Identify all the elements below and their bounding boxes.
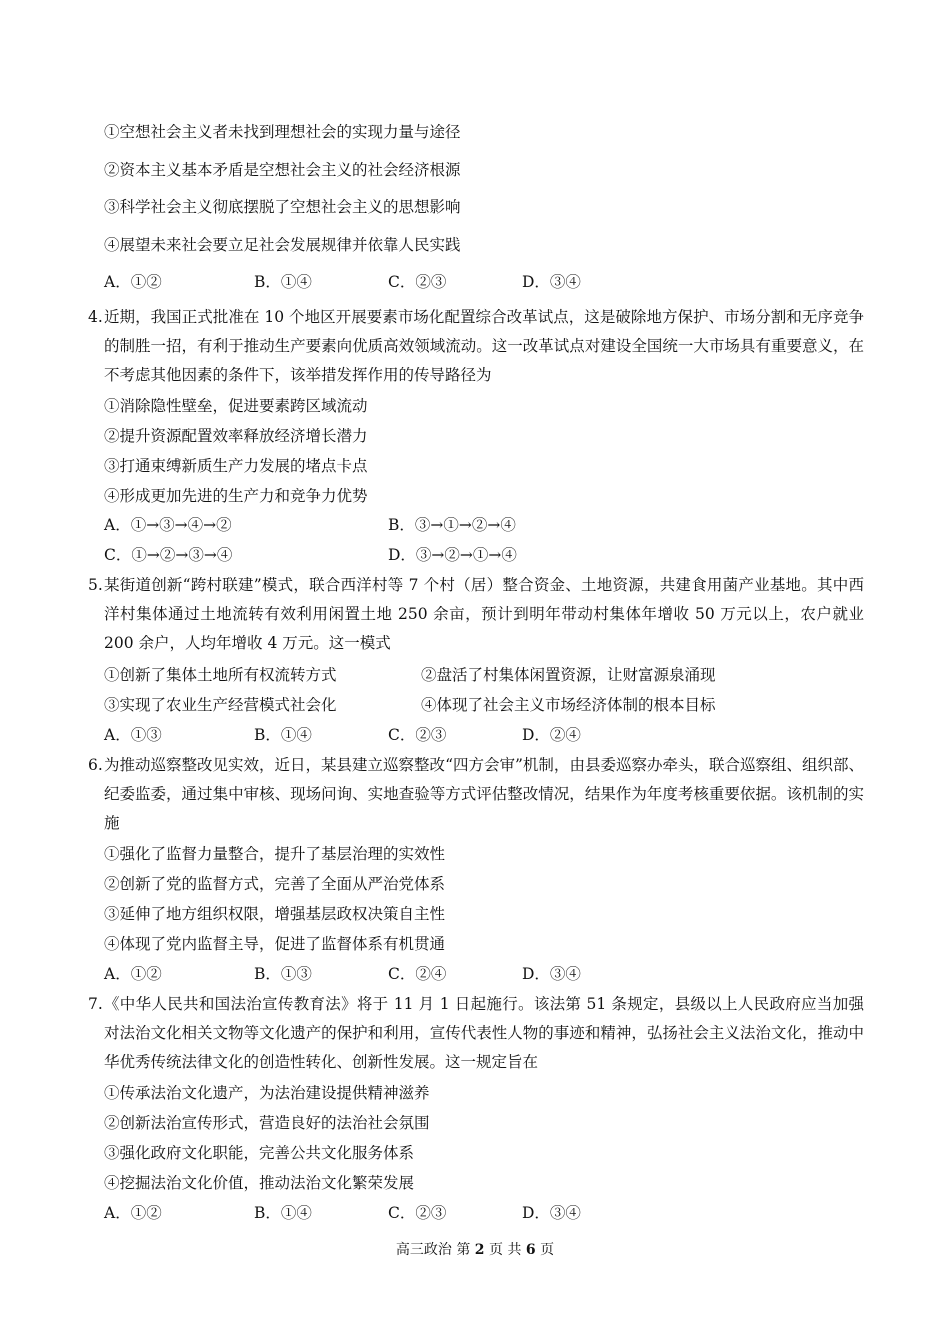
q6-item-2: ②创新了党的监督方式，完善了全面从严治党体系 [104,875,446,893]
q7-number: 7. [88,995,103,1013]
q4-item-2: ②提升资源配置效率释放经济增长潜力 [104,427,368,445]
q3-item-2: ②资本主义基本矛盾是空想社会主义的社会经济根源 [104,161,461,179]
page-footer [0,1240,950,1260]
q6-option-c: C．②④ [388,965,447,983]
q5-item-3: ③实现了农业生产经营模式社会化 [104,696,337,714]
q4-stem: 近期，我国正式批准在 10 个地区开展要素市场化配置综合改革试点，这是破除地方保护、市场分割和无序竞争的制胜一招，有利于推动生产要素向优质高效领域流动。这一改革试点对建设全国统一大市场具有重要意义，在不考虑其他因素的条件下，该举措发挥作用的传导路径为 [104,308,864,384]
q7-item-1: ①传承法治文化遗产，为法治建设提供精神滋养 [104,1084,430,1102]
q5-number: 5. [88,576,103,594]
q5-option-d: D．②④ [522,726,581,744]
q4-option-a: A．①→③→④→② [104,516,232,534]
q4-item-1: ①消除隐性壁垒，促进要素跨区域流动 [104,397,368,415]
q5-item-2: ②盘活了村集体闲置资源，让财富源泉涌现 [421,666,716,684]
q6-stem: 为推动巡察整改见实效，近日，某县建立巡察整改“四方会审”机制，由县委巡察办牵头，联合巡察组、组织部、纪委监委，通过集中审核、现场问询、实地查验等方式评估整改情况，结果作为年度考核重要依据。该机制的实施 [104,756,864,832]
q7-option-d: D．③④ [522,1204,581,1222]
q4-item-3: ③打通束缚新质生产力发展的堵点卡点 [104,457,368,475]
footer-prefix: 高三政治 第 [395,1242,475,1258]
q3-item-4: ④展望未来社会要立足社会发展规律并依靠人民实践 [104,236,461,254]
q3-option-c: C．②③ [388,273,447,291]
q7-option-a: A．①② [104,1204,162,1222]
q5-stem: 某街道创新“跨村联建”模式，联合西洋村等 7 个村（居）整合资金、土地资源，共建食用菌产业基地。其中西洋村集体通过土地流转有效利用闲置土地 250 余亩，预计到明年带动村集体年增收 50 万元以上，农户就业 200 余户，人均年增收 4 万元。这一模式 [104,576,864,652]
q6-item-1: ①强化了监督力量整合，提升了基层治理的实效性 [104,845,446,863]
q3-item-1: ①空想社会主义者未找到理想社会的实现力量与途径 [104,123,461,141]
q5-item-1: ①创新了集体土地所有权流转方式 [104,666,337,684]
footer-total-pages: 6 [525,1242,536,1258]
q6-option-a: A．①② [104,965,162,983]
q6-item-4: ④体现了党内监督主导，促进了监督体系有机贯通 [104,935,446,953]
q3-option-d: D．③④ [522,273,581,291]
q4-option-b: B．③→①→②→④ [388,516,516,534]
q7-option-b: B．①④ [254,1204,312,1222]
q6-option-d: D．③④ [522,965,581,983]
q5-option-b: B．①④ [254,726,312,744]
q3-option-b: B．①④ [254,273,312,291]
q7-item-4: ④挖掘法治文化价值，推动法治文化繁荣发展 [104,1174,415,1192]
q7-item-2: ②创新法治宣传形式，营造良好的法治社会氛围 [104,1114,430,1132]
q7-item-3: ③强化政府文化职能，完善公共文化服务体系 [104,1144,415,1162]
q6-option-b: B．①③ [254,965,312,983]
q3-item-3: ③科学社会主义彻底摆脱了空想社会主义的思想影响 [104,198,461,216]
q5-option-a: A．①③ [104,726,162,744]
q4-number: 4. [88,308,103,326]
q4-option-d: D．③→②→①→④ [388,546,517,564]
footer-suffix: 页 [535,1242,555,1258]
q4-option-c: C．①→②→③→④ [104,546,233,564]
q5-item-4: ④体现了社会主义市场经济体制的根本目标 [421,696,716,714]
q7-stem: 《中华人民共和国法治宣传教育法》将于 11 月 1 日起施行。该法第 51 条规定，县级以上人民政府应当加强对法治文化相关文物等文化遗产的保护和利用，宣传代表性人物的事迹和精神，弘扬社会主义法治文化，推动中华优秀传统法律文化的创造性转化、创新性发展。这一规定旨在 [104,995,864,1071]
footer-page-number: 2 [474,1242,485,1258]
q6-number: 6. [88,756,103,774]
q6-item-3: ③延伸了地方组织权限，增强基层政权决策自主性 [104,905,446,923]
q3-option-a: A．①② [104,273,162,291]
q5-option-c: C．②③ [388,726,447,744]
q7-option-c: C．②③ [388,1204,447,1222]
footer-middle: 页 共 [484,1242,526,1258]
q4-item-4: ④形成更加先进的生产力和竞争力优势 [104,487,368,505]
